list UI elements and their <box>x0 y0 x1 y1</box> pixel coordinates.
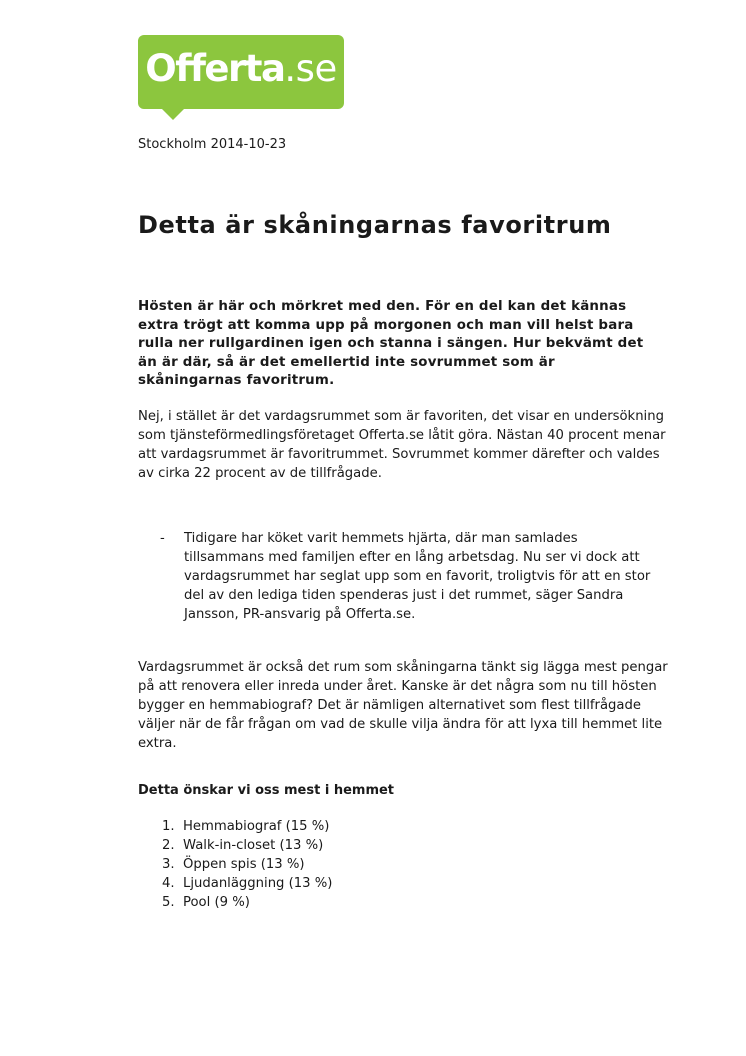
list-item-label: Pool (9 %) <box>183 895 250 910</box>
quote-text: Tidigare har köket varit hemmets hjärta, där man samlades tillsammans med familjen efter en lång arbetsdag. Nu ser vi dock att vardagsrummet har seglat upp som en favorit, troligtvis för att en stor del av den lediga tiden spenderas just i det rummet, säger Sandra Jansson, PR-ansvarig på Offerta.se. <box>184 531 651 622</box>
logo-tld: .se <box>284 47 337 90</box>
list-item-label: Walk-in-closet (13 %) <box>183 838 324 853</box>
list-item-number: 4. <box>162 876 175 891</box>
list-item <box>162 874 332 893</box>
list-item-label: Öppen spis (13 %) <box>183 857 305 872</box>
list-item-number: 5. <box>162 895 175 910</box>
logo-wordmark <box>138 47 344 90</box>
list-item-label: Ljudanläggning (13 %) <box>183 876 333 891</box>
body-paragraph-2: Vardagsrummet är också det rum som skåningarna tänkt sig lägga mest pengar på att renovera eller inreda under året. Kanske är det några som nu till hösten bygger en hemmabiograf? Det är nämligen alternativet som flest tillfrågade väljer när de får frågan om vad de skulle vilja ändra för att lyxa till hemmet lite extra. <box>138 660 668 751</box>
quote-block <box>160 529 660 624</box>
page-title: Detta är skåningarnas favoritrum <box>138 211 612 239</box>
offerta-logo <box>138 35 344 109</box>
logo-brand: Offerta <box>145 47 285 90</box>
list-item <box>162 893 332 912</box>
list-item-number: 1. <box>162 819 175 834</box>
list-item-label: Hemmabiograf (15 %) <box>183 819 330 834</box>
quote-dash: - <box>160 531 165 546</box>
list-item-number: 2. <box>162 838 175 853</box>
dateline: Stockholm 2014-10-23 <box>138 137 287 152</box>
wishlist-heading: Detta önskar vi oss mest i hemmet <box>138 783 395 798</box>
body-paragraph-1: Nej, i stället är det vardagsrummet som är favoriten, det visar en undersökning som tjänsteförmedlingsföretaget Offerta.se låtit göra. Nästan 40 procent menar att vardagsrummet är favoritrummet. Sovrummet kommer därefter och valdes av cirka 22 procent av de tillfrågade. <box>138 409 666 481</box>
list-item-number: 3. <box>162 857 175 872</box>
wishlist <box>162 817 332 912</box>
logo-speech-tail <box>160 107 186 120</box>
lead-paragraph: Hösten är här och mörkret med den. För en del kan det kännas extra trögt att komma upp på morgonen och man vill helst bara rulla ner rullgardinen igen och stanna i sängen. Hur bekvämt det än är där, så är det emellertid inte sovrummet som är skåningarnas favoritrum. <box>138 299 644 389</box>
list-item <box>162 836 332 855</box>
list-item <box>162 817 332 836</box>
list-item <box>162 855 332 874</box>
